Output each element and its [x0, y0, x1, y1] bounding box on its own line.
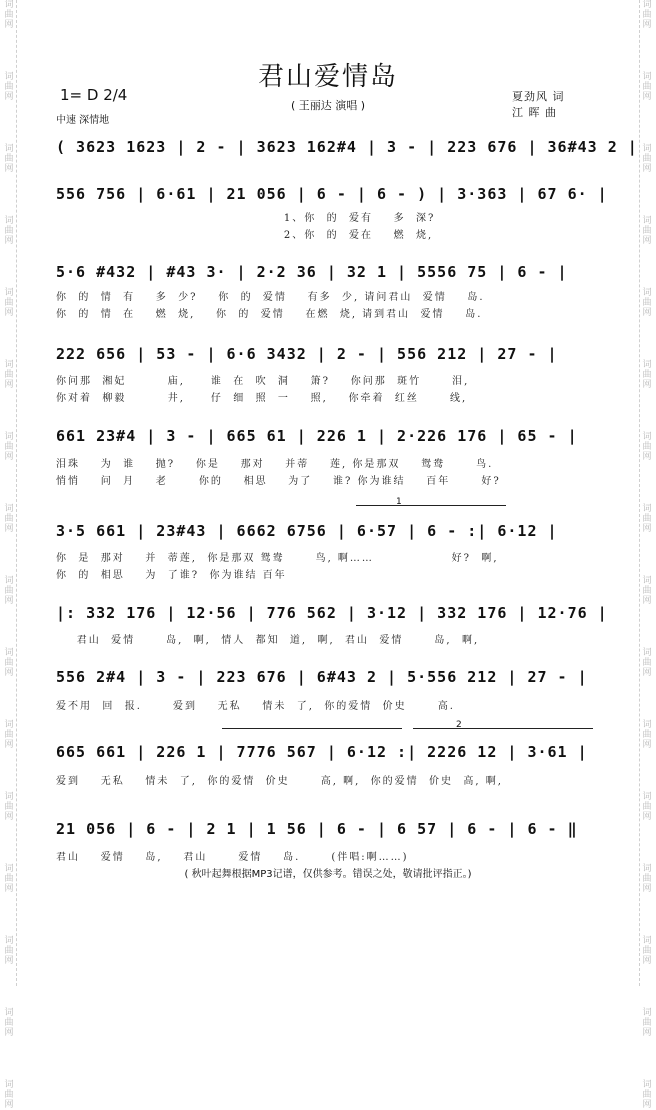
volta-1-label: 1 [396, 497, 402, 507]
tempo-marking: 中速 深情地 [56, 115, 110, 126]
lyric-verse-1: 泪珠 为 谁 抛? 你是 那对 并蒂 莲, 你是那双 鸳鸯 鸟. [56, 459, 494, 470]
notes: 222 656 | 53 - | 6·6 3432 | 2 - | 556 212 | 27 - | [56, 345, 558, 363]
key-signature: 1= D 2/4 [60, 86, 128, 104]
volta-2-label: 2 [456, 720, 462, 730]
lyric-line: 君山 爱情 岛, 君山 爱情 岛. (伴唱:啊……) [56, 852, 409, 863]
lyric-verse-2: 2、你 的 爱在 燃 烧, [56, 230, 434, 241]
song-title: 君山爱情岛 [257, 62, 398, 92]
lyric-verse-1: 1、你 的 爱有 多 深? [56, 213, 436, 224]
volta-bracket-1 [356, 505, 506, 506]
watermark-right: 词曲网 词曲网 词曲网 词曲网 词曲网 词曲网 词曲网 词曲网 词曲网 词曲网 词曲网 词曲网 词曲网 词曲网 词曲网 词曲网 [639, 0, 654, 986]
notes: 556 2#4 | 3 - | 223 676 | 6#43 2 | 5·556 212 | 27 - | [56, 668, 588, 686]
lyric-verse-2: 你 的 相思 为 了谁? 你为谁结 百年 [56, 570, 287, 581]
notes: 661 23#4 | 3 - | 665 61 | 226 1 | 2·226 176 | 65 - | [56, 427, 578, 445]
notes: 556 756 | 6·61 | 21 056 | 6 - | 6 - ) | 3·363 | 67 6· | [56, 185, 608, 203]
lyric-verse-1: 你 是 那对 并 蒂莲, 你是那双 鸳鸯 鸟, 啊…… 好? 啊, [56, 553, 499, 564]
composer-credit: 江 晖 曲 [512, 106, 557, 119]
watermark-left: 词曲网 词曲网 词曲网 词曲网 词曲网 词曲网 词曲网 词曲网 词曲网 词曲网 词曲网 词曲网 词曲网 词曲网 词曲网 词曲网 [2, 0, 17, 986]
lyric-verse-2: 你 的 情 在 燃 烧, 你 的 爱情 在燃 烧, 请到君山 爱情 岛. [56, 309, 483, 320]
notes: 665 661 | 226 1 | 7776 567 | 6·12 :| 2226 12 | 3·61 | [56, 743, 588, 761]
notes: 5·6 #432 | #43 3· | 2·2 36 | 32 1 | 5556 75 | 6 - | [56, 263, 568, 281]
lyric-verse-2: 悄悄 问 月 老 你的 相思 为了 谁? 你为谁结 百年 好? [56, 476, 501, 487]
notes: 21 056 | 6 - | 2 1 | 1 56 | 6 - | 6 57 | 6 - | 6 - ‖ [56, 820, 578, 838]
lyric-verse-1: 你问那 湘妃 庙, 谁 在 吹 洞 箫? 你问那 斑竹 泪, [56, 376, 470, 387]
lyricist-credit: 夏劲风 词 [512, 90, 565, 103]
lyric-verse-1: 你 的 情 有 多 少? 你 的 爱情 有多 少, 请问君山 爱情 岛. [56, 292, 485, 303]
lyric-line: 爱不用 回 报. 爱到 无私 情未 了, 你的爱情 价史 高. [56, 701, 455, 712]
notes: ( 3623 1623 | 2 - | 3623 162#4 | 3 - | 223 676 | 36#43 2 | [56, 138, 638, 156]
lyric-line: 君山 爱情 岛, 啊, 情人 都知 道, 啊, 君山 爱情 岛, 啊, [56, 635, 480, 646]
lyric-verse-2: 你对着 柳毅 井, 仔 细 照 一 照, 你牵着 红丝 线, [56, 393, 468, 404]
notes: 3·5 661 | 23#43 | 6662 6756 | 6·57 | 6 - :| 6·12 | [56, 522, 558, 540]
lyric-line: 爱到 无私 情未 了, 你的爱情 价史 高, 啊, 你的爱情 价史 高, 啊, [56, 776, 503, 787]
notes: |: 332 176 | 12·56 | 776 562 | 3·12 | 332 176 | 12·76 | [56, 604, 608, 622]
volta-bracket-1b [222, 728, 402, 729]
transcription-note: ( 秋叶起舞根据MP3记谱，仅供参考。错误之处，敬请批评指正。) [184, 869, 472, 880]
singer-credit: ( 王丽达 演唱 ) [290, 99, 366, 112]
volta-bracket-2 [413, 728, 593, 729]
